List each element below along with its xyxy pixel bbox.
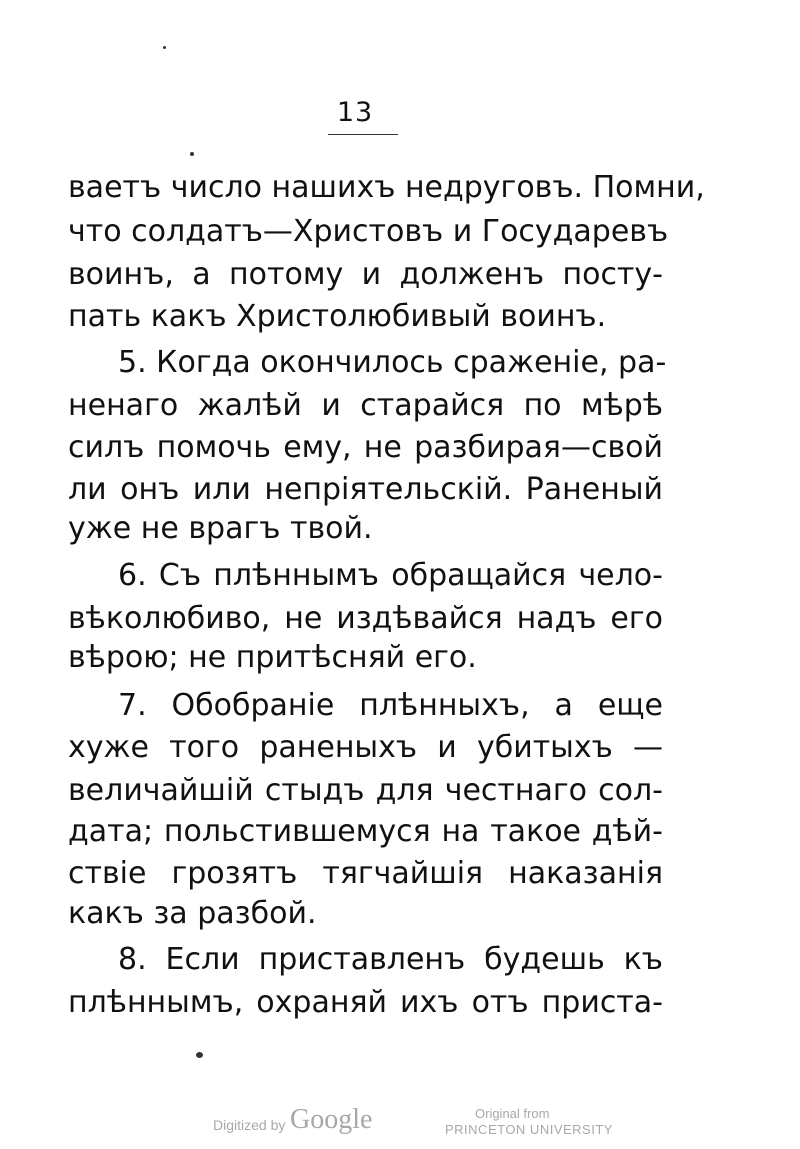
digitized-by-label: Digitized by <box>213 1117 286 1133</box>
text-line: какъ за разбой. <box>68 896 317 931</box>
text-line: уже не врагъ твой. <box>68 511 373 546</box>
page-number-rule <box>328 134 398 135</box>
text-line: плѣннымъ, охраняй ихъ отъ приста- <box>68 985 663 1020</box>
text-line: воинъ, а потому и долженъ посту- <box>68 257 663 292</box>
institution-label: PRINCETON UNIVERSITY <box>445 1122 613 1137</box>
text-line: что солдатъ—Христовъ и Государевъ <box>68 214 669 249</box>
text-line: величайшій стыдъ для честнаго сол- <box>68 773 663 808</box>
text-line: ли онъ или непріятельскій. Раненый <box>68 472 663 507</box>
text-line: 6. Съ плѣннымъ обращайся чело- <box>118 558 663 593</box>
digitization-footer <box>0 1100 800 1140</box>
text-line: 7. Обобраніе плѣнныхъ, а еще <box>118 688 663 723</box>
text-line: 5. Когда окончилось сраженіе, ра- <box>118 345 667 380</box>
original-from-label: Original from <box>475 1106 550 1121</box>
text-line: вѣрою; не притѣсняй его. <box>68 640 477 675</box>
page-number: 13 <box>336 97 374 128</box>
text-line: силъ помочь ему, не разбирая—свой <box>68 430 663 465</box>
ink-speck <box>190 152 194 156</box>
ink-speck <box>163 46 166 49</box>
text-line: вѣколюбиво, не издѣвайся надъ его <box>68 601 663 636</box>
text-line: ваетъ число нашихъ недруговъ. Помни, <box>68 170 705 205</box>
text-line: дата; польстившемуся на такое дѣй- <box>68 814 663 849</box>
text-line: 8. Если приставленъ будешь къ <box>118 942 663 977</box>
google-logo: Google <box>290 1104 373 1135</box>
ink-speck <box>196 1052 203 1058</box>
text-line: пать какъ Христолюбивый воинъ. <box>68 299 607 334</box>
text-line: хуже того раненыхъ и убитыхъ — <box>68 730 663 765</box>
text-line: ненаго жалѣй и старайся по мѣрѣ <box>68 388 663 423</box>
text-line: ствіе грозятъ тягчайшія наказанія <box>68 856 663 891</box>
